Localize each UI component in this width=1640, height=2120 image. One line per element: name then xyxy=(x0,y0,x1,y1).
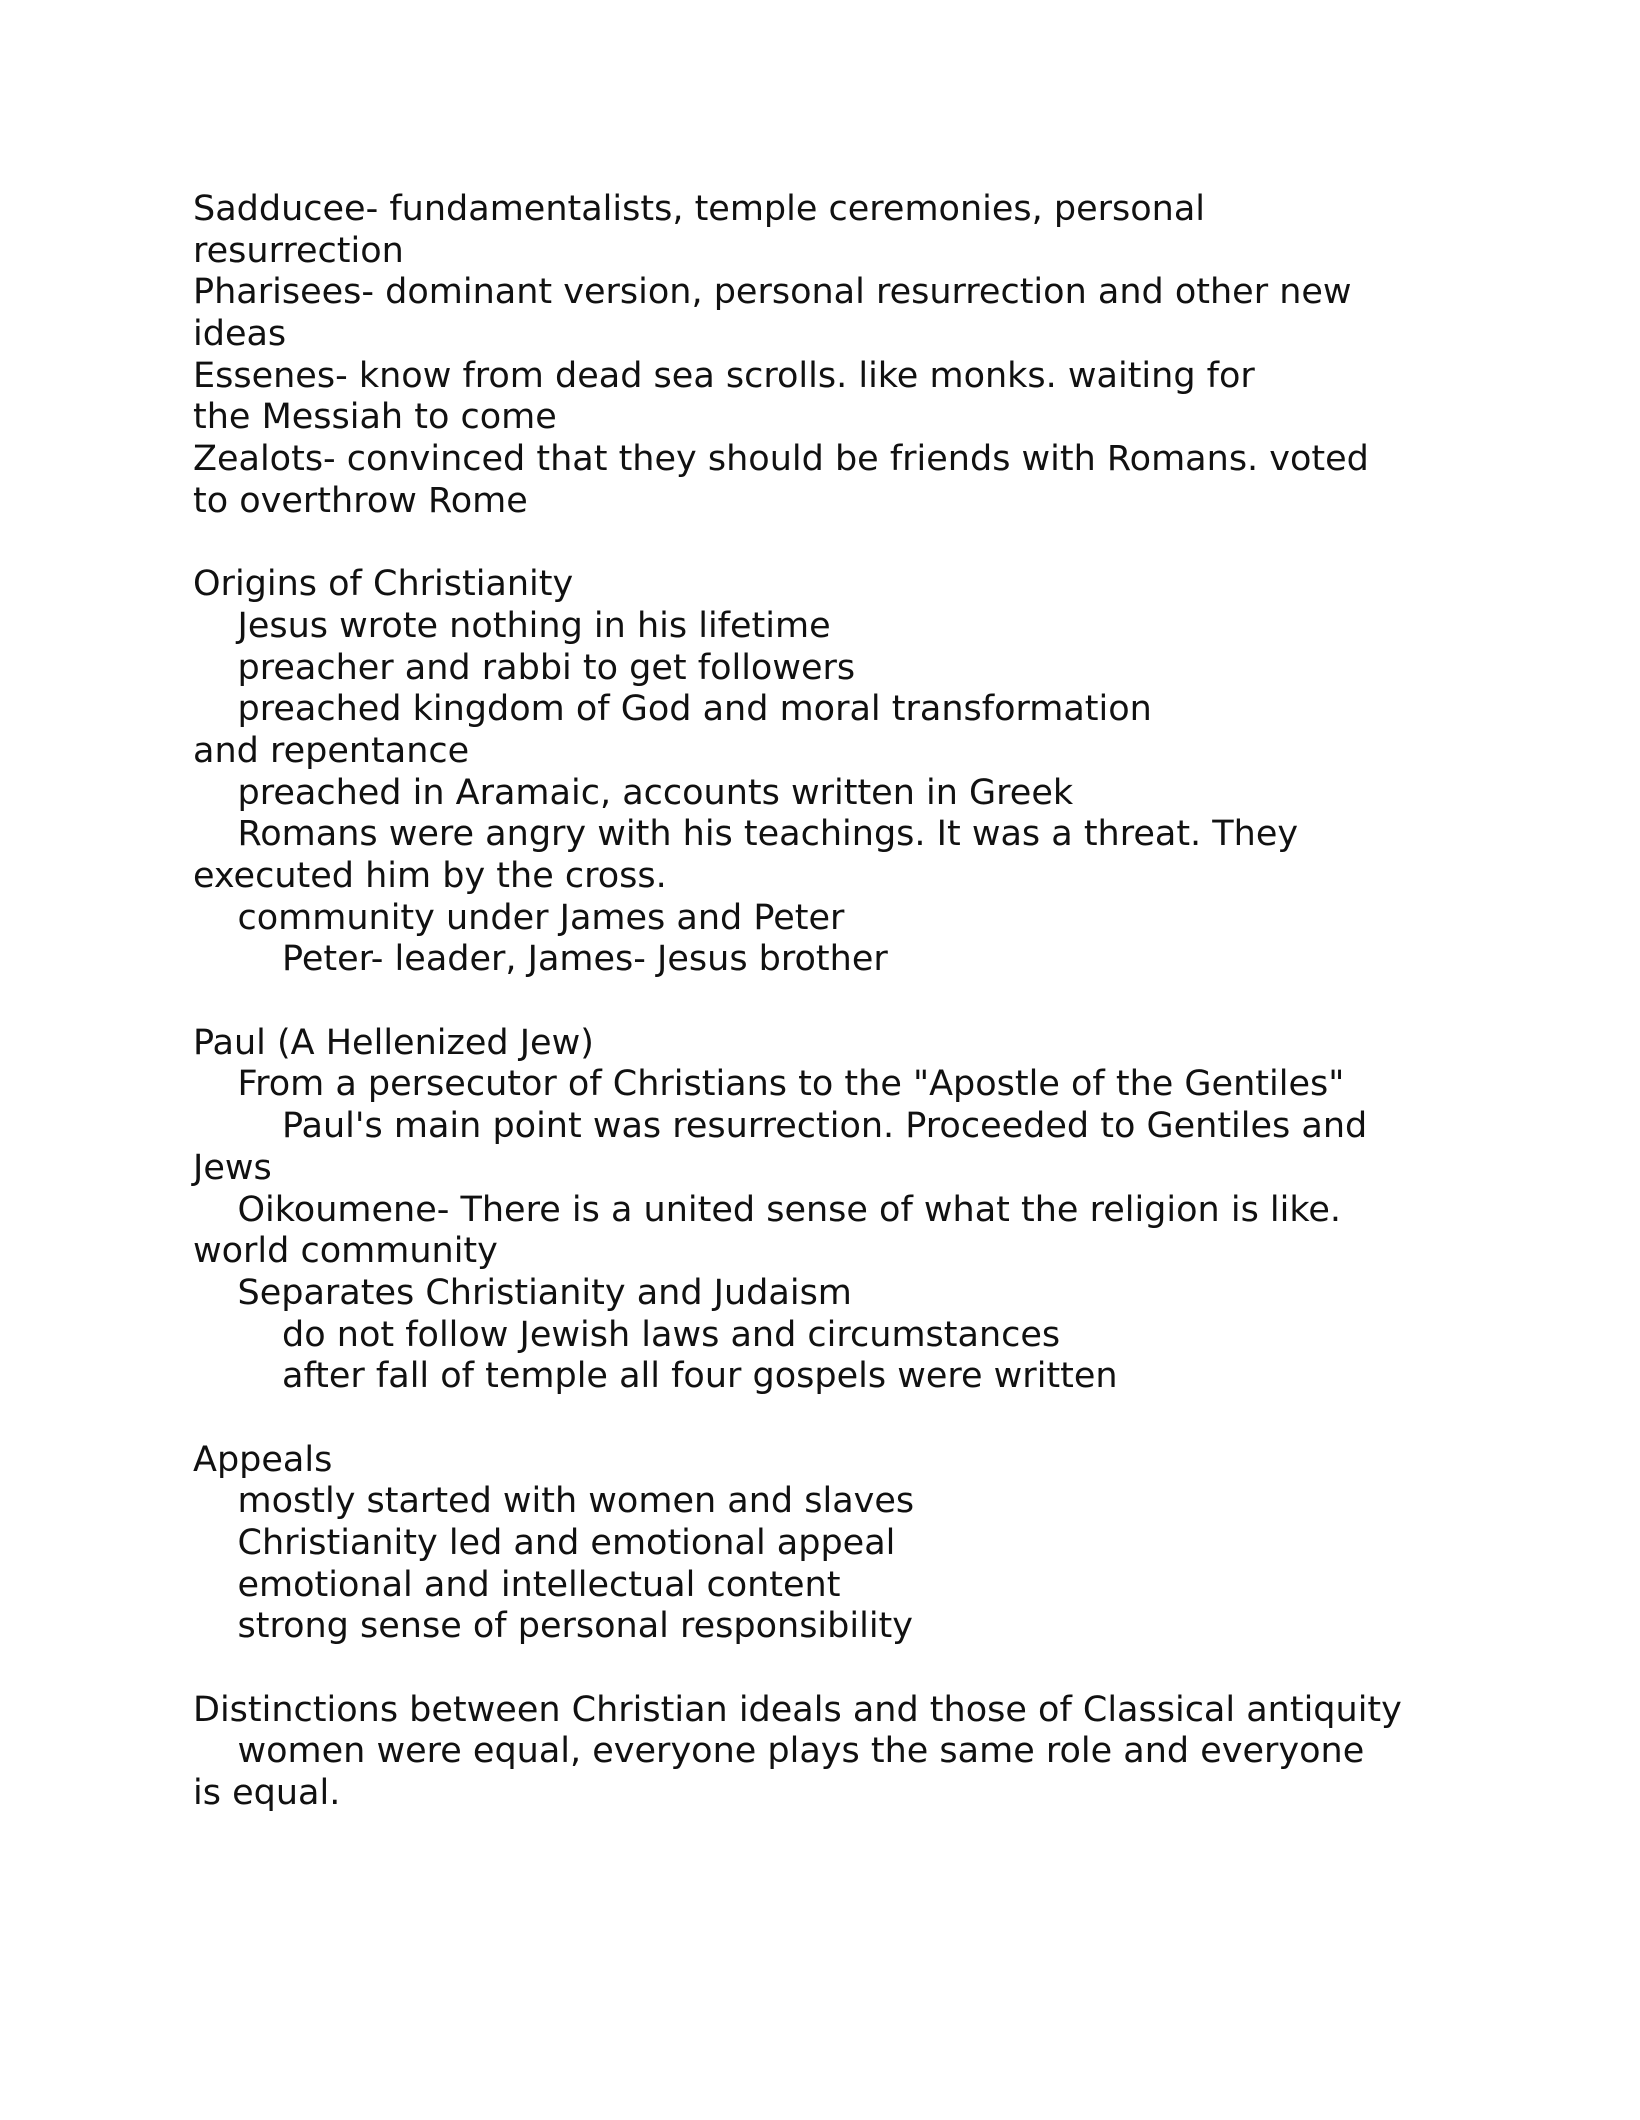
text-line: Jews xyxy=(193,1147,272,1188)
text-line: preached kingdom of God and moral transformation xyxy=(193,689,1152,730)
text-line: to overthrow Rome xyxy=(193,480,528,521)
text-line: is equal. xyxy=(193,1773,341,1814)
text-line: Jesus wrote nothing in his lifetime xyxy=(193,605,831,646)
section-heading-origins: Origins of Christianity xyxy=(193,564,574,605)
text-line: Pharisees- dominant version, personal resurrection and other new xyxy=(193,272,1352,313)
text-line: Peter- leader, James- Jesus brother xyxy=(193,939,888,980)
text-line: Essenes- know from dead sea scrolls. like monks. waiting for xyxy=(193,355,1255,396)
text-line: do not follow Jewish laws and circumstances xyxy=(193,1314,1061,1355)
text-line: world community xyxy=(193,1231,498,1272)
text-line: community under James and Peter xyxy=(193,897,845,938)
text-line: the Messiah to come xyxy=(193,397,557,438)
section-heading-distinctions: Distinctions between Christian ideals and those of Classical antiquity xyxy=(193,1689,1402,1730)
text-line: after fall of temple all four gospels were written xyxy=(193,1356,1118,1397)
text-line: Oikoumene- There is a united sense of what the religion is like. xyxy=(193,1189,1342,1230)
text-line: Paul's main point was resurrection. Proceeded to Gentiles and xyxy=(193,1106,1368,1147)
text-line: Separates Christianity and Judaism xyxy=(193,1272,852,1313)
text-line: mostly started with women and slaves xyxy=(193,1481,915,1522)
text-line: resurrection xyxy=(193,230,404,271)
text-line: women were equal, everyone plays the same role and everyone xyxy=(193,1731,1365,1772)
text-line: Zealots- convinced that they should be friends with Romans. voted xyxy=(193,439,1369,480)
section-heading-appeals: Appeals xyxy=(193,1439,333,1480)
text-line: ideas xyxy=(193,314,287,355)
text-line: emotional and intellectual content xyxy=(193,1564,841,1605)
text-line: and repentance xyxy=(193,730,470,771)
text-line: Christianity led and emotional appeal xyxy=(193,1523,896,1563)
text-line: Romans were angry with his teachings. It was a threat. They xyxy=(193,814,1299,855)
text-line: executed him by the cross. xyxy=(193,856,667,896)
blank-line xyxy=(193,1398,1493,1440)
blank-line xyxy=(193,1648,1493,1690)
text-line: preached in Aramaic, accounts written in Greek xyxy=(193,772,1074,813)
text-line: preacher and rabbi to get followers xyxy=(193,647,856,688)
notes-body xyxy=(193,189,1493,1815)
text-line: From a persecutor of Christians to the "Apostle of the Gentiles" xyxy=(193,1064,1345,1105)
section-heading-paul: Paul (A Hellenized Jew) xyxy=(193,1022,594,1063)
text-line: Sadducee- fundamentalists, temple ceremonies, personal xyxy=(193,189,1206,229)
blank-line xyxy=(193,981,1493,1023)
text-line: strong sense of personal responsibility xyxy=(193,1606,913,1647)
blank-line xyxy=(193,523,1493,565)
